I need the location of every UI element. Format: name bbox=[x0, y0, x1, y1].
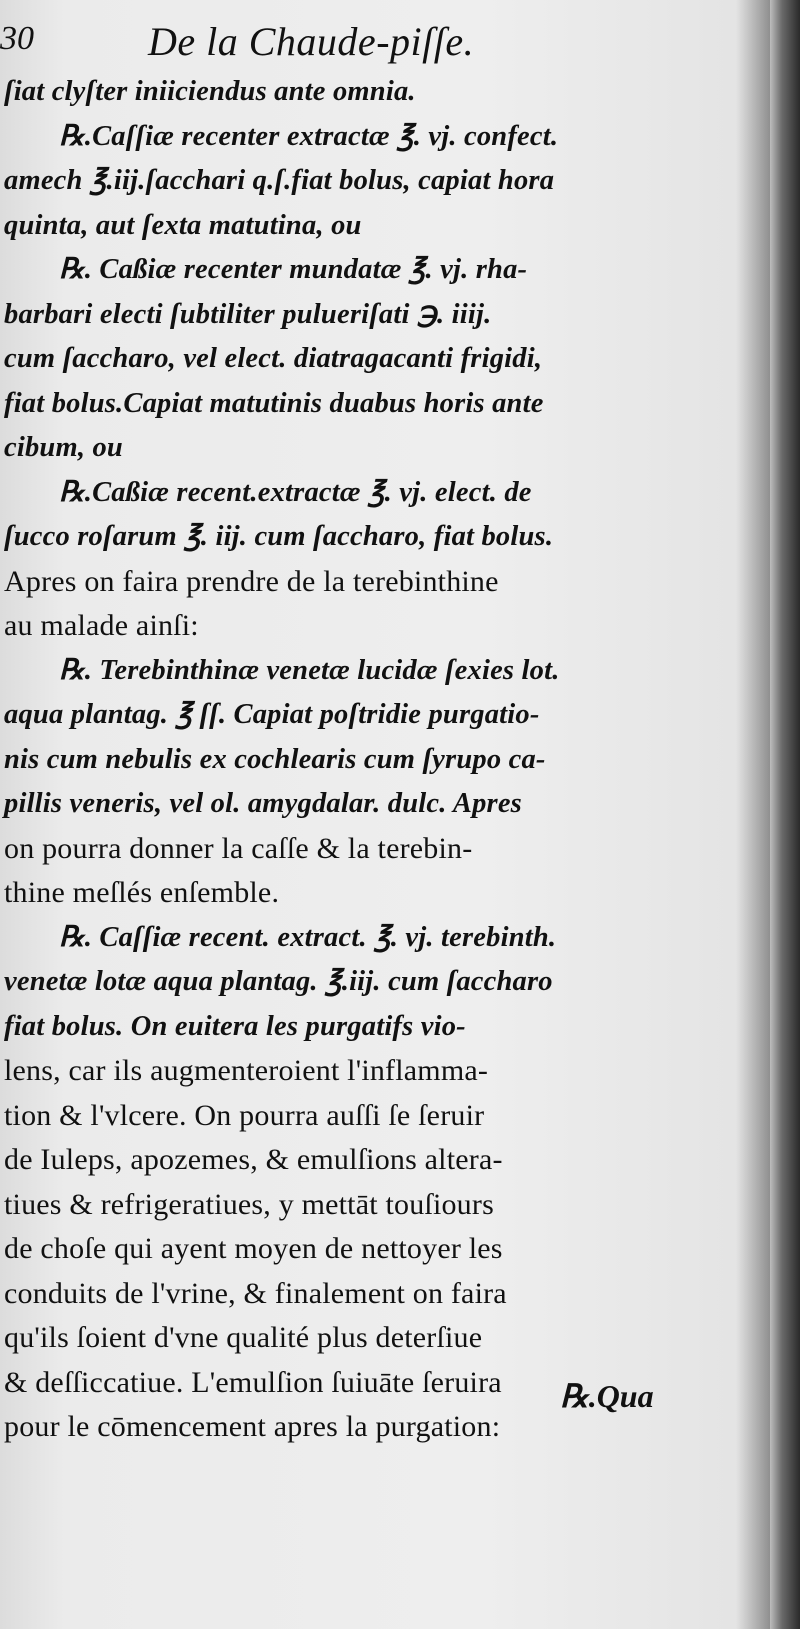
text-line: tiues & refrigeratiues, y mettāt touſiours bbox=[4, 1187, 494, 1221]
text-line: conduits de l'vrine, & finalement on faira bbox=[4, 1276, 507, 1310]
text-line: aqua plantag. ℥ ſſ. Capiat poſtridie purgatio- bbox=[4, 699, 540, 730]
page-number: 30 bbox=[0, 20, 34, 57]
text-line: & deſſiccatiue. L'emulſion ſuiuāte ſeruira bbox=[4, 1365, 502, 1399]
text-line: ℞.Caßiæ recent.extractæ ℥. vj. elect. de bbox=[59, 476, 532, 508]
text-line: qu'ils ſoient d'vne qualité plus deterſiue bbox=[4, 1321, 483, 1354]
text-line: ℞. Caßiæ recenter mundatæ ℥. vj. rha- bbox=[59, 254, 528, 285]
text-line: cibum, ou bbox=[4, 432, 123, 463]
text-line: ſucco roſarum ℥. iij. cum ſaccharo, fiat bolus. bbox=[4, 521, 554, 552]
text-line: fiat bolus. On euitera les purgatifs vio- bbox=[4, 1010, 466, 1042]
text-line: tion & l'vlcere. On pourra auſſi ſe ſeruir bbox=[4, 1098, 485, 1132]
running-head bbox=[0, 10, 740, 70]
text-line: nis cum nebulis ex cochlearis cum ſyrupo ca- bbox=[4, 743, 546, 775]
text-line: pillis veneris, vel ol. amygdalar. dulc. Apres bbox=[4, 788, 522, 819]
body-text bbox=[0, 70, 690, 1450]
binding-gutter bbox=[770, 0, 800, 1629]
text-line: de Iuleps, apozemes, & emulſions altera- bbox=[4, 1143, 503, 1176]
text-line: ℞. Terebinthinæ venetæ lucidæ ſexies lot. bbox=[59, 654, 560, 686]
text-line: ſiat clyſter iniiciendus ante omnia. bbox=[4, 76, 416, 107]
text-line: on pourra donner la caſſe & la terebin- bbox=[4, 831, 473, 865]
text-line: lens, car ils augmenteroient l'inflamma- bbox=[4, 1054, 489, 1087]
running-title: De la Chaude-piſſe. bbox=[148, 19, 475, 64]
text-line: quinta, aut ſexta matutina, ou bbox=[4, 209, 362, 241]
catchword: ℞.Qua bbox=[560, 1378, 654, 1414]
text-line: thine meſlés enſemble. bbox=[4, 876, 280, 909]
text-line: de choſe qui ayent moyen de nettoyer les bbox=[4, 1232, 503, 1265]
text-line: cum ſaccharo, vel elect. diatragacanti frigidi, bbox=[4, 343, 543, 374]
text-line: au malade ainſi: bbox=[4, 609, 199, 642]
text-line: pour le cōmencement apres la purgation: bbox=[4, 1410, 501, 1443]
text-line: Apres on faira prendre de la terebinthine bbox=[4, 564, 499, 598]
text-line: venetæ lotæ aqua plantag. ℥.iij. cum ſaccharo bbox=[4, 966, 553, 997]
text-line: fiat bolus.Capiat matutinis duabus horis ante bbox=[4, 387, 544, 419]
text-line: amech ℥.iij.ſacchari q.ſ.fiat bolus, capiat hora bbox=[4, 165, 555, 196]
text-line: ℞. Caſſiæ recent. extract. ℥. vj. terebinth. bbox=[59, 921, 557, 953]
text-line: barbari electi ſubtiliter pulueriſati ℈. iiij. bbox=[4, 298, 492, 330]
text-line: ℞.Caſſiæ recenter extractæ ℥. vj. confect. bbox=[59, 120, 559, 152]
